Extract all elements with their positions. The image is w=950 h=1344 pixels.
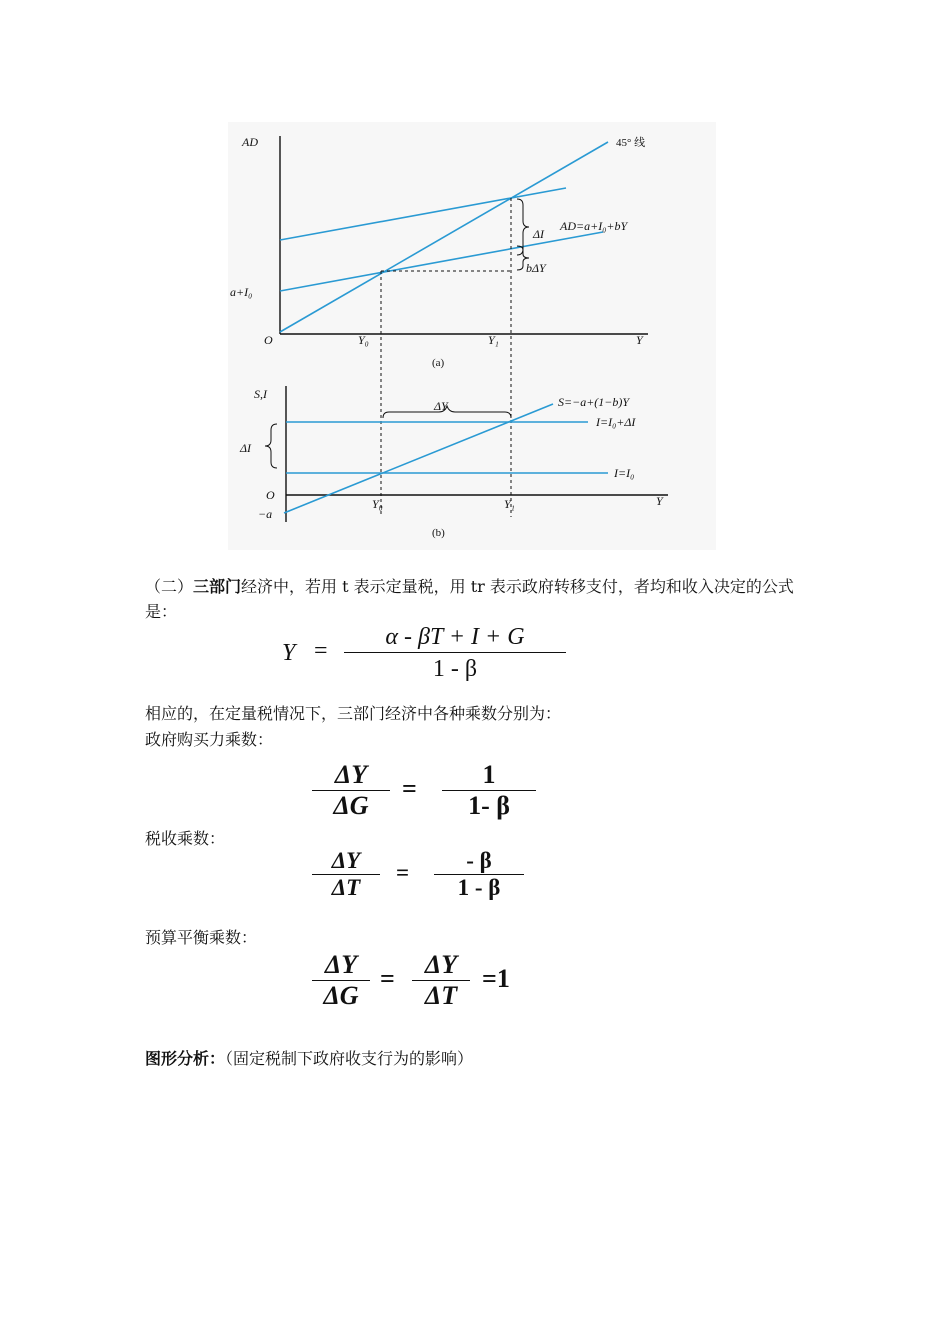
intercept-label: a+I₀ — [230, 285, 253, 299]
main-formula-fraction — [344, 622, 566, 685]
main-formula — [282, 622, 572, 692]
bal-f1-numerator: ΔY — [324, 950, 358, 979]
panel-b-y-label: S,I — [254, 387, 267, 401]
panel-b-caption: (b) — [432, 527, 445, 539]
bal-f1-fraction — [312, 950, 370, 1011]
panel-a-y-label: AD — [242, 135, 258, 149]
tax-formula — [312, 848, 552, 908]
main-formula-numerator: α - βT + I + G — [385, 624, 525, 650]
delta-i-label: ΔI — [533, 227, 545, 241]
line-45-degree — [280, 142, 608, 332]
main-formula-denominator: 1 - β — [432, 656, 478, 682]
balanced-formula — [312, 950, 552, 1014]
panel-b-neg-a: −a — [258, 507, 273, 521]
gov-rhs-denominator: 1- β — [468, 791, 510, 820]
line-45-label: 45° 线 — [616, 137, 646, 149]
line-ad-lower — [280, 232, 603, 291]
tax-rhs-fraction — [434, 848, 524, 901]
gov-rhs-numerator: 1 — [482, 760, 496, 789]
tax-lhs-numerator: ΔY — [331, 848, 361, 873]
b-delta-y-label: bΔY — [526, 261, 546, 275]
bal-eq2: =1 — [482, 964, 510, 993]
panel-b-y0: Y₀ — [372, 497, 383, 511]
tax-lhs-denominator: ΔT — [331, 875, 361, 900]
section-text: 经济中，若用 t 表示定量税，用 tr 表示政府转移支付，者均和收入决定的公式是： — [145, 577, 794, 621]
gov-lhs-numerator: ΔY — [334, 760, 368, 789]
panel-b-origin: O — [266, 488, 275, 502]
ad-label: AD=a+I₀+bY — [560, 219, 628, 233]
tax-rhs-numerator: - β — [466, 848, 492, 873]
panel-a-y1: Y₁ — [488, 333, 499, 347]
multipliers-paragraph: 相应的，在定量税情况下，三部门经济中各种乘数分别为： — [145, 704, 562, 723]
bal-f1-denominator: ΔG — [323, 981, 359, 1010]
panel-b — [239, 386, 668, 539]
figure-svg — [228, 122, 716, 550]
i1-label: I=I₀+ΔI — [596, 415, 636, 429]
panel-b-x-label: Y — [656, 494, 663, 508]
bal-f2-numerator: ΔY — [424, 950, 458, 979]
section-bold: 三部门 — [193, 577, 242, 596]
panel-b-delta-y: ΔY — [434, 399, 448, 413]
analysis-text: （固定税制下政府收支行为的影响） — [225, 1049, 474, 1068]
tax-lhs-fraction — [312, 848, 380, 901]
saving-label: S=−a+(1−b)Y — [558, 395, 630, 409]
main-formula-lhs: Y — [282, 640, 296, 666]
panel-a-y0: Y₀ — [358, 333, 369, 347]
gov-rhs-fraction — [442, 760, 536, 821]
analysis-paragraph — [145, 1046, 473, 1071]
tax-rhs-denominator: 1 - β — [457, 875, 501, 900]
tax-eq: = — [396, 860, 410, 885]
bal-eq1: = — [380, 964, 395, 993]
panel-a-origin: O — [264, 333, 273, 347]
bal-f2-denominator: ΔT — [424, 981, 458, 1010]
panel-a — [230, 135, 648, 517]
tax-label: 税收乘数： — [145, 829, 226, 848]
bal-f2-fraction — [412, 950, 470, 1011]
analysis-bold: 图形分析： — [145, 1049, 226, 1068]
main-formula-eq: = — [314, 638, 328, 664]
gov-purchase-formula — [312, 760, 552, 824]
panel-a-x-label: Y — [636, 333, 643, 347]
panel-a-caption: (a) — [432, 357, 445, 369]
gov-lhs-fraction — [312, 760, 390, 821]
panel-b-delta-i: ΔI — [240, 441, 252, 455]
ad-savings-figure — [228, 122, 716, 550]
panel-b-y1: Y₁ — [504, 497, 515, 511]
balanced-label: 预算平衡乘数： — [145, 928, 258, 947]
section-prefix: （二） — [145, 577, 194, 596]
gov-purchase-label: 政府购买力乘数： — [145, 730, 274, 749]
gov-eq: = — [402, 774, 417, 803]
i0-label: I=I₀ — [614, 466, 635, 480]
gov-lhs-denominator: ΔG — [333, 791, 369, 820]
brace-delta-i-b — [265, 424, 277, 468]
section-paragraph — [145, 574, 810, 624]
